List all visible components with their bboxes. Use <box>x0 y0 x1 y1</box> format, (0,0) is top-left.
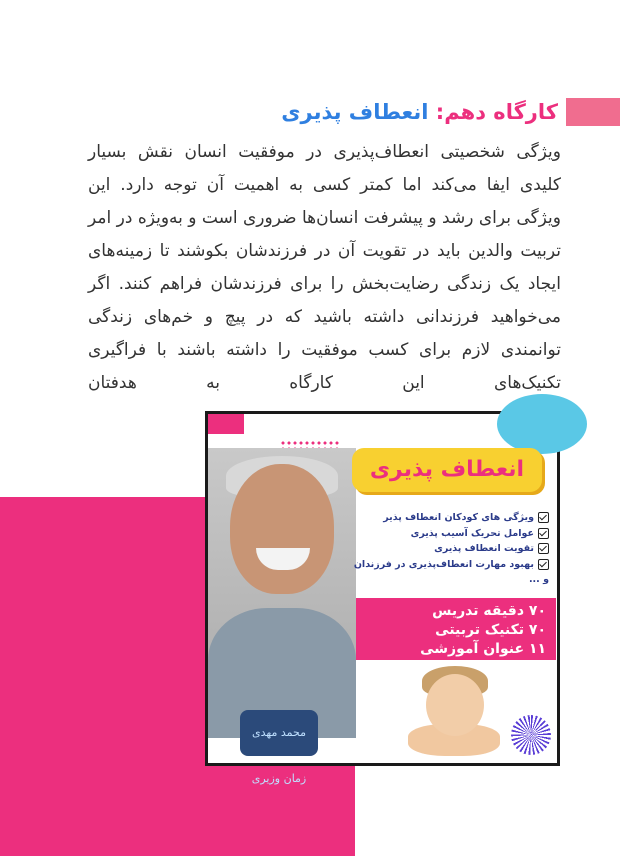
title-accent-bar <box>566 98 620 126</box>
photo-face <box>230 464 334 594</box>
checkbox-icon <box>538 512 549 523</box>
feature-more: و ... <box>528 574 549 585</box>
stat-line: ۷۰ دقیقه تدریس <box>432 603 546 619</box>
instructor-logo <box>240 710 318 785</box>
checkbox-icon <box>538 559 549 570</box>
checkbox-icon <box>538 528 549 539</box>
logo-text: محمد مهدی زمان وزیری <box>251 726 307 785</box>
feature-item <box>359 510 549 526</box>
child-photo <box>404 664 504 759</box>
poster-pink-stripe <box>208 414 244 434</box>
stat-line: ۷۰ تکنیک تربیتی <box>435 622 546 638</box>
course-poster <box>205 411 560 785</box>
instructor-photo <box>208 448 356 733</box>
poster-title: انعطاف پذیری <box>352 448 542 492</box>
feature-item <box>359 526 549 542</box>
workshop-number: کارگاه دهم: <box>435 100 558 124</box>
feature-text: بهبود مهارت انعطاف‌پذیری در فرزندان <box>353 558 534 570</box>
stat-line: ۱۱ عنوان آموزشی <box>420 641 546 657</box>
feature-item <box>359 541 549 557</box>
child-face <box>426 674 484 736</box>
feature-text: تقویت انعطاف پذیری <box>434 543 534 554</box>
feature-text: ویژگی های کودکان انعطاف پذیر <box>383 512 534 523</box>
starburst-icon <box>511 715 551 755</box>
feature-list <box>353 510 549 588</box>
workshop-title <box>281 96 558 128</box>
workshop-topic: انعطاف پذیری <box>281 100 436 124</box>
poster-cyan-blob <box>497 394 587 454</box>
checkbox-icon <box>538 543 549 554</box>
feature-item <box>359 572 549 588</box>
stats-box <box>398 598 556 660</box>
feature-item <box>353 557 549 573</box>
feature-text: عوامل تحریک آسیب پذیری <box>410 527 534 539</box>
body-paragraph: ویژگی شخصیتی انعطاف‌پذیری در موفقیت انسان نقش بسیار کلیدی ایفا می‌کند اما کمتر کسی به اهمیت آن توجه دارد. این ویژگی برای رشد و پیشرفت انسان‌ها ضروری است و به‌ویژه در امر تربیت والدین باید در تقویت آن در فرزندشان بکوشند تا زمینه‌های ایجاد یک زندگی رضایت‌بخش را برای فرزندشان فراهم کنند. اگر می‌خواهید فرزندانی داشته باشید که در پیچ و خم‌های زندگی توانمندی لازم برای کسب موفقیت را داشته باشند با فراگیری تکنیک‌های این کارگاه به هدفتان <box>88 142 561 393</box>
